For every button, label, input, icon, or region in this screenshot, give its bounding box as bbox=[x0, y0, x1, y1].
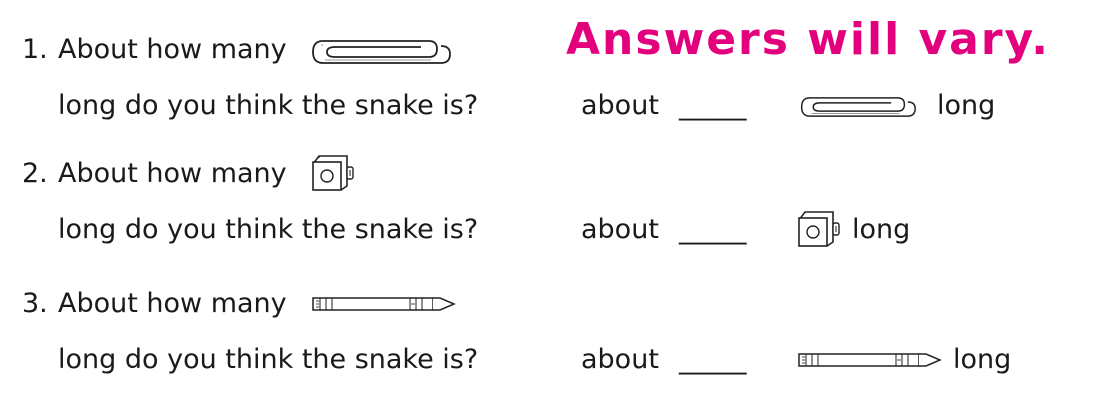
question-2-prompt: About how many bbox=[58, 158, 287, 189]
question-3-about: about bbox=[581, 344, 659, 375]
question-2-long: long bbox=[852, 214, 911, 245]
question-1-about: about bbox=[581, 90, 659, 121]
question-3-long: long bbox=[953, 344, 1012, 375]
answers-note: Answers will vary. bbox=[566, 14, 1050, 65]
question-1-answer-blank[interactable]: _____ bbox=[679, 90, 747, 121]
question-3-text: long do you think the snake is? bbox=[58, 344, 479, 375]
question-3-number: 3. bbox=[22, 288, 48, 319]
question-3-prompt: About how many bbox=[58, 288, 287, 319]
question-1-long: long bbox=[937, 90, 996, 121]
paper-clip-icon bbox=[800, 94, 916, 120]
question-1-number: 1. bbox=[22, 34, 48, 65]
question-1-text: long do you think the snake is? bbox=[58, 90, 479, 121]
crayon-icon bbox=[798, 351, 942, 369]
question-2-answer-blank[interactable]: _____ bbox=[679, 214, 747, 245]
question-1-prompt: About how many bbox=[58, 34, 287, 65]
question-3-answer-blank[interactable]: _____ bbox=[679, 344, 747, 375]
question-2-about: about bbox=[581, 214, 659, 245]
crayon-icon bbox=[312, 295, 456, 313]
paper-clip-icon bbox=[311, 38, 451, 66]
connecting-cube-icon bbox=[797, 208, 841, 248]
connecting-cube-icon bbox=[311, 152, 355, 192]
question-2-number: 2. bbox=[22, 158, 48, 189]
question-2-text: long do you think the snake is? bbox=[58, 214, 479, 245]
